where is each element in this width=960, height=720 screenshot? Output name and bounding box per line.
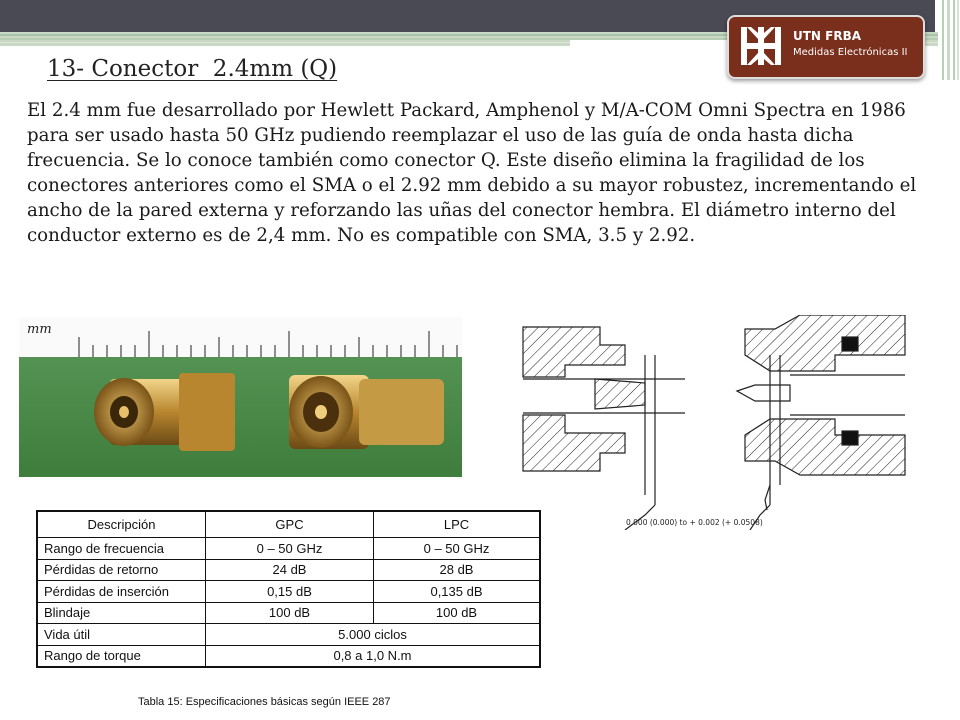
- table-row: [37, 559, 540, 581]
- row-lpc-value: 0 – 50 GHz: [374, 538, 541, 560]
- body-paragraph-container: [27, 98, 927, 248]
- spec-table: [36, 510, 541, 668]
- row-lpc-value: 28 dB: [374, 559, 541, 581]
- male-connector: [289, 375, 444, 449]
- row-label: Pérdidas de retorno: [37, 559, 206, 581]
- ruler-unit-label: mm: [27, 322, 52, 337]
- row-lpc-value: 100 dB: [374, 602, 541, 624]
- row-merged-value: 5.000 ciclos: [206, 624, 541, 646]
- side-stripes: [938, 0, 960, 80]
- row-lpc-value: 0,135 dB: [374, 581, 541, 603]
- row-label: Blindaje: [37, 602, 206, 624]
- row-gpc-value: 0 – 50 GHz: [206, 538, 374, 560]
- body-paragraph: El 2.4 mm fue desarrollado por Hewlett Packard, Amphenol y M/A-COM Omni Spectra en 1986 para ser usado hasta 50 GHz pudiendo reemplazar el uso de las guía de onda hasta dicha frecuencia. Se lo conoce también como conector Q. Este diseño elimina la fragilidad de los conectores anteriores como el SMA o el 2.92 mm debido a su mayor robustez, incrementando el ancho de la pared externa y reforzando las uñas del conector hembra. El diámetro interno del conductor externo es de 2,4 mm. No es compatible con SMA, 3.5 y 2.92.: [27, 100, 917, 246]
- utn-logo-icon: [737, 23, 785, 69]
- row-label: Vida útil: [37, 624, 206, 646]
- table-row: [37, 602, 540, 624]
- row-label: Rango de torque: [37, 645, 206, 667]
- connector-photo: [19, 317, 462, 477]
- diagram-caption: 0.000 (0.000) to + 0.002 (+ 0.0508): [626, 518, 763, 527]
- utn-logo-badge: [727, 15, 925, 79]
- table-row: [37, 624, 540, 646]
- subject-name: Medidas Electrónicas II: [793, 47, 908, 58]
- table-row: [37, 645, 540, 667]
- table-row: [37, 581, 540, 603]
- row-merged-value: 0,8 a 1,0 N.m: [206, 645, 541, 667]
- table-header-gpc: GPC: [206, 511, 374, 538]
- row-gpc-value: 100 dB: [206, 602, 374, 624]
- row-gpc-value: 0,15 dB: [206, 581, 374, 603]
- female-connector: [94, 373, 235, 451]
- org-name: UTN FRBA: [793, 29, 862, 43]
- row-label: Pérdidas de inserción: [37, 581, 206, 603]
- female-section: [523, 327, 645, 471]
- table-header-description: Descripción: [37, 511, 206, 538]
- row-label: Rango de frecuencia: [37, 538, 206, 560]
- table-row: [37, 538, 540, 560]
- cross-section-diagram: [505, 315, 945, 530]
- table-caption: Tabla 15: Especificaciones básicas según IEEE 287: [138, 696, 391, 708]
- slide-title: 13- Conector 2.4mm (Q): [47, 56, 338, 82]
- row-gpc-value: 24 dB: [206, 559, 374, 581]
- table-header-lpc: LPC: [374, 511, 541, 538]
- table-header-row: [37, 511, 540, 538]
